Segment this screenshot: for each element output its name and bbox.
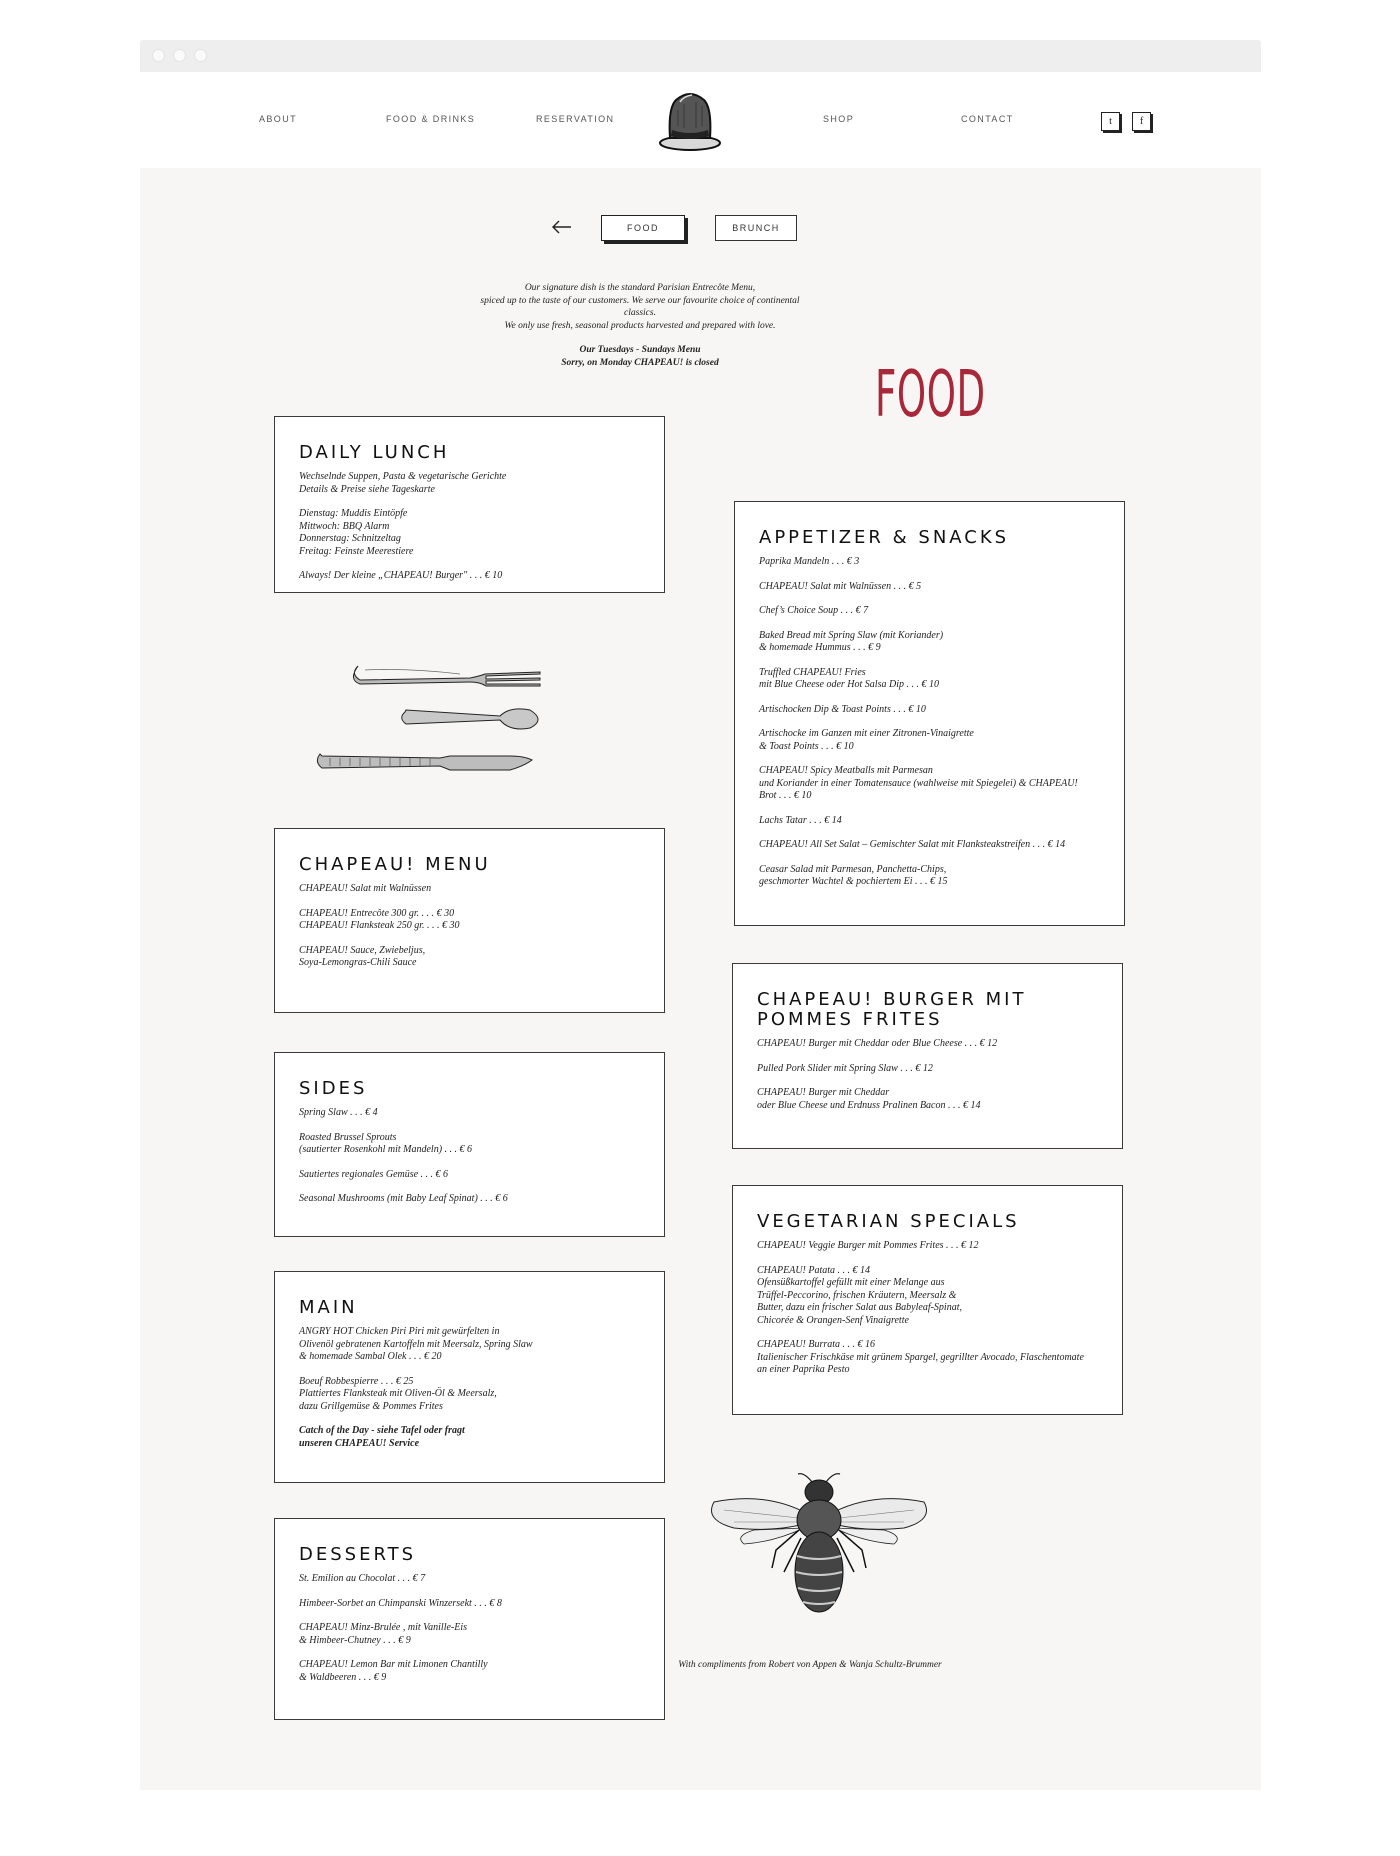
menu-item: CHAPEAU! Salat mit Walnüssen [299,883,432,894]
window-dot-icon[interactable] [152,49,165,62]
facebook-icon[interactable]: f [1132,112,1151,131]
card-title: APPETIZER & SNACKS [759,527,1010,548]
page-title: FOOD [875,358,986,432]
card-title: MAIN [299,1297,358,1318]
window-dot-icon[interactable] [173,49,186,62]
menu-item: Catch of the Day - siehe Tafel oder fragt unseren CHAPEAU! Service [299,1425,465,1449]
menu-card-sides [274,1052,665,1237]
menu-item: St. Emilion au Chocolat . . . € 7 [299,1573,426,1584]
bowler-hat-logo-icon[interactable] [658,86,722,152]
menu-item: Artischocke im Ganzen mit einer Zitronen-Vinaigrette & Toast Points . . . € 10 [759,728,974,752]
menu-item: Truffled CHAPEAU! Fries mit Blue Cheese oder Hot Salsa Dip . . . € 10 [759,666,939,690]
card-title: CHAPEAU! BURGER MIT POMMES FRITES [757,989,1027,1030]
intro-text [470,282,810,369]
nav-about[interactable]: ABOUT [259,114,298,124]
back-arrow-icon[interactable] [552,220,572,234]
bee-illustration-icon [704,1472,934,1622]
page [140,72,1261,1790]
nav-food-drinks[interactable]: FOOD & DRINKS [386,114,476,124]
menu-item: Sautiertes regionales Gemüse . . . € 6 [299,1168,449,1180]
menu-item: Artischocken Dip & Toast Points . . . € 10 [759,703,926,715]
menu-card-desserts [274,1518,665,1720]
menu-item: CHAPEAU! Salat mit Walnüssen . . . € 5 [759,580,922,592]
tab-brunch[interactable]: BRUNCH [715,215,797,241]
card-title: SIDES [299,1078,368,1099]
menu-item: Seasonal Mushrooms (mit Baby Leaf Spinat) . . . € 6 [299,1193,508,1204]
intro-line: Our signature dish is the standard Parisian Entrecôte Menu, [524,283,756,293]
menu-item: CHAPEAU! Minz-Brulée , mit Vanille-Eis & Himbeer-Chutney . . . € 9 [299,1622,468,1646]
menu-item: CHAPEAU! Burger mit Cheddar oder Blue Cheese und Erdnuss Pralinen Bacon . . . € 14 [757,1087,981,1111]
intro-line: Our Tuesdays - Sundays Menu [579,345,701,355]
menu-card-chapeau-menu [274,828,665,1013]
site-header [140,72,1261,168]
credit-text: With compliments from Robert von Appen & Wanja Schultz-Brummer [678,1660,942,1670]
menu-item: Boeuf Robbespierre . . . € 25 Plattiertes Flanksteak mit Oliven-Öl & Meersalz, dazu Grillgemüse & Pommes Frites [299,1375,497,1412]
menu-item: Spring Slaw . . . € 4 [299,1107,378,1118]
nav-contact[interactable]: CONTACT [961,114,1014,124]
menu-item: Baked Bread mit Spring Slaw (mit Koriander) & homemade Hummus . . . € 9 [759,629,944,653]
menu-item: Roasted Brussel Sprouts (sautierter Rosenkohl mit Mandeln) . . . € 6 [299,1131,473,1155]
intro-line: spiced up to the taste of our customers. We serve our favourite choice of continental classics. [480,295,800,318]
menu-item: Himbeer-Sorbet an Chimpanski Winzersekt . . . € 8 [299,1597,502,1609]
card-title: DAILY LUNCH [299,442,450,463]
menu-item: Paprika Mandeln . . . € 3 [759,556,860,567]
menu-item: CHAPEAU! Burger mit Cheddar oder Blue Cheese . . . € 12 [757,1038,998,1049]
menu-item: ANGRY HOT Chicken Piri Piri mit gewürfelten in Olivenöl gebratenen Kartoffeln mit Meersalz, Spring Slaw & homemade Sambal Olek . . . € 20 [299,1326,533,1362]
cutlery-illustration-icon [310,662,560,792]
menu-item: CHAPEAU! All Set Salat – Gemischter Salat mit Flanksteakstreifen . . . € 14 [759,839,1066,850]
card-title: CHAPEAU! MENU [299,854,491,875]
menu-item: CHAPEAU! Spicy Meatballs mit Parmesan und Koriander in einer Tomatensauce (wahlweise mit Spiegelei) & CHAPEAU! Brot . . . € 10 [759,765,1078,801]
menu-item: Chef’s Choice Soup . . . € 7 [759,605,869,616]
menu-card-burger [732,963,1123,1149]
menu-item: CHAPEAU! Sauce, Zwiebeljus, Soya-Lemongras-Chili Sauce [299,944,426,968]
tab-food[interactable]: FOOD [601,215,685,241]
menu-item: Always! Der kleine „CHAPEAU! Burger" . . . € 10 [299,570,503,581]
menu-card-appetizer-snacks [734,501,1125,926]
intro-line: Sorry, on Monday CHAPEAU! is closed [561,357,719,368]
browser-window-bar [140,40,1261,72]
menu-item: Pulled Pork Slider mit Spring Slaw . . . € 12 [757,1062,933,1074]
card-title: DESSERTS [299,1544,417,1565]
menu-item: Wechselnde Suppen, Pasta & vegetarische Gerichte Details & Preise siehe Tageskarte [299,471,507,495]
card-title: VEGETARIAN SPECIALS [757,1211,1020,1232]
menu-card-daily-lunch [274,416,665,593]
menu-item: CHAPEAU! Veggie Burger mit Pommes Frites . . . € 12 [757,1240,979,1251]
twitter-icon[interactable]: t [1101,112,1120,131]
nav-shop[interactable]: SHOP [823,114,855,124]
menu-item: CHAPEAU! Patata . . . € 14 Ofensüßkartoffel gefüllt mit einer Melange aus Trüffel-Peccorino, frischen Kräutern, Meersalz & Butter, dazu ein frischer Salat aus Babyleaf-Spinat, Chicorée & Orangen-Senf Vinaigrette [757,1264,962,1326]
menu-item: CHAPEAU! Entrecôte 300 gr. . . . € 30 CHAPEAU! Flanksteak 250 gr. . . . € 30 [299,907,460,931]
menu-item: Ceasar Salad mit Parmesan, Panchetta-Chips, geschmorter Wachtel & pochiertem Ei . . . € 15 [759,863,948,887]
menu-card-main [274,1271,665,1483]
menu-item: Dienstag: Muddis Eintöpfe Mittwoch: BBQ Alarm Donnerstag: Schnitzeltag Freitag: Feinste Meerestiere [299,508,414,557]
nav-reservation[interactable]: RESERVATION [536,114,615,124]
menu-item: Lachs Tatar . . . € 14 [759,814,842,826]
intro-line: We only use fresh, seasonal products harvested and prepared with love. [504,320,776,331]
menu-card-vegetarian [732,1185,1123,1415]
menu-item: CHAPEAU! Lemon Bar mit Limonen Chantilly & Waldbeeren . . . € 9 [299,1659,488,1683]
window-dot-icon[interactable] [194,49,207,62]
menu-item: CHAPEAU! Burrata . . . € 16 Italienischer Frischkäse mit grünem Spargel, gegrillter Avocado, Flaschentomate an einer Paprika Pesto [757,1339,1084,1375]
